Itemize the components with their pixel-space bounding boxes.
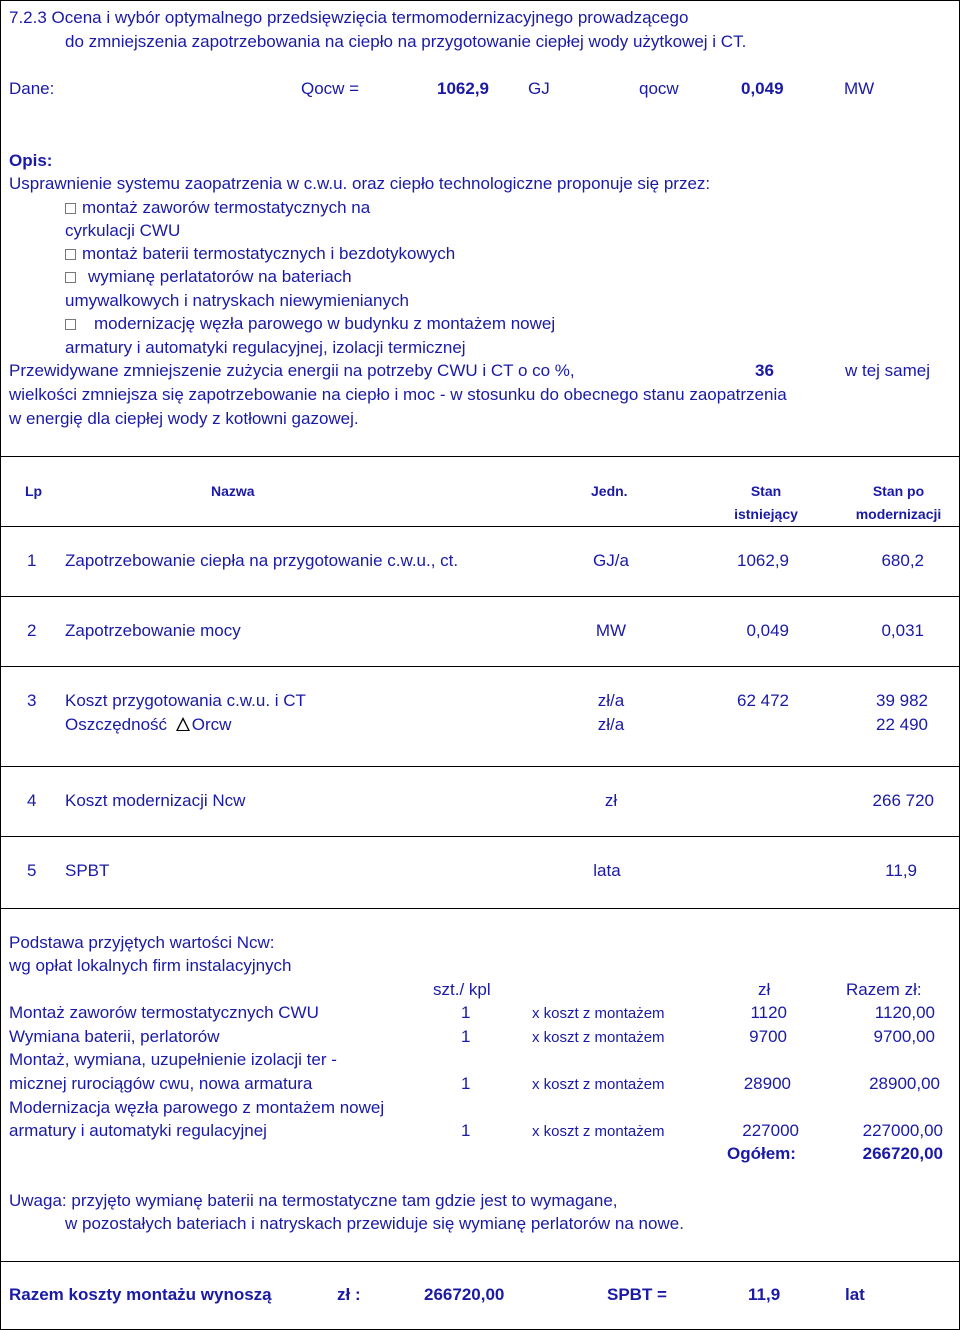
row-lp: 4 [27,791,37,810]
footer-currency: zł : [337,1285,361,1304]
row-stan: 62 472 [737,691,789,710]
qocw-value: 1062,9 [437,79,489,98]
row-lp: 1 [27,551,37,570]
note-line-1: Uwaga: przyjęto wymianę baterii na termostatyczne tam gdzie jest to wymagane, [9,1191,618,1210]
basis-item-price: 227000 [742,1121,799,1140]
header-stan: Stan [750,483,782,499]
basis-item-qty: 1 [461,1003,471,1022]
bullet-3-text: wymianę perlatatorów na bateriach [88,267,352,286]
row-jedn: zł [604,791,618,810]
bullet-2 [65,244,455,264]
header-po: Stan po [872,483,925,499]
basis-col-qty: szt./ kpl [433,980,491,999]
title-line-1: 7.2.3 Ocena i wybór optymalnego przedsięwzięcia termomodernizacyjnego prowadzącego [9,8,689,27]
divider [1,666,959,667]
row-nazwa: Zapotrzebowanie ciepła na przygotowanie c.w.u., ct. [65,551,459,570]
row-stan: 0,049 [746,621,789,640]
row-po: 39 982 [876,691,928,710]
basis-item-name: Wymiana baterii, perlatorów [9,1027,220,1046]
forecast-value: 36 [755,361,774,380]
checkbox-icon [65,272,76,283]
savings-label-text: Oszczędność [65,715,168,734]
qocw-label: Qocw = [301,79,360,98]
opis-line-2: wielkości zmniejsza się zapotrzebowanie na ciepło i moc - w stosunku do obecnego stanu zaopatrzenia [9,385,787,404]
qocw2-unit: MW [844,79,875,98]
opis-line-3: w energię dla ciepłej wody z kotłowni gazowej. [9,409,359,428]
basis-item-name-pre: Montaż, wymiana, uzupełnienie izolacji ter - [9,1050,337,1069]
footer-spbt-label: SPBT = [607,1285,667,1304]
basis-item-qty: 1 [461,1074,471,1093]
qocw-unit: GJ [528,79,550,98]
divider [1,596,959,597]
basis-item-note: x koszt z montażem [532,1076,665,1093]
note-line-2: w pozostałych bateriach i natryskach przewiduje się wymianę perlatorów na nowe. [65,1214,684,1233]
basis-item-note: x koszt z montażem [532,1123,665,1140]
basis-col-total: Razem zł: [846,980,922,999]
divider [1,766,959,767]
row-po: 266 720 [872,791,934,810]
title-line-2: do zmniejszenia zapotrzebowania na ciepło na przygotowanie ciepłej wody użytkowej i CT. [65,32,747,51]
row-stan: 1062,9 [737,551,789,570]
footer-label: Razem koszty montażu wynoszą [9,1285,272,1304]
row-jedn: GJ/a [593,551,629,570]
basis-item-total: 28900,00 [869,1074,940,1093]
divider [1,456,959,457]
row-lp: 3 [27,691,37,710]
basis-line-1: Podstawa przyjętych wartości Ncw: [9,933,275,952]
checkbox-icon [65,203,76,214]
qocw2-label: qocw [639,79,679,98]
qocw2-value: 0,049 [741,79,784,98]
row-jedn: MW [595,621,627,640]
divider [1,1261,959,1262]
checkbox-icon [65,249,76,260]
row-nazwa: Koszt przygotowania c.w.u. i CT [65,691,306,710]
basis-line-2: wg opłat lokalnych firm instalacyjnych [9,956,292,975]
basis-item-total: 9700,00 [873,1027,935,1046]
basis-item-qty: 1 [461,1121,471,1140]
row-lp: 5 [27,861,37,880]
row-nazwa: Koszt modernizacji Ncw [65,791,246,810]
forecast-tail: w tej samej [845,361,931,380]
forecast-text: Przewidywane zmniejszenie zużycia energii na potrzeby CWU i CT o co %, [9,361,575,380]
header-po-2: modernizacji [855,506,942,522]
bullet-4-cont: armatury i automatyki regulacyjnej, izolacji termicznej [65,338,466,357]
basis-sum-value: 266720,00 [862,1144,943,1163]
bullet-4-text: modernizację węzła parowego w budynku z montażem nowej [94,314,556,333]
opis-intro: Usprawnienie systemu zaopatrzenia w c.w.u. oraz ciepło technologiczne proponuje się przez: [9,174,711,193]
basis-item-qty: 1 [461,1027,471,1046]
bullet-4 [65,314,555,334]
row-nazwa: Zapotrzebowanie mocy [65,621,241,640]
savings-symbol: Orcw [191,715,232,734]
footer-amount: 266720,00 [424,1285,505,1304]
footer-spbt-unit: lat [845,1285,865,1304]
basis-col-price: zł [758,980,771,999]
basis-item-price: 9700 [749,1027,787,1046]
basis-item-note: x koszt z montażem [532,1029,665,1046]
row-po: 11,9 [885,861,917,880]
basis-item-name: micznej rurociągów cwu, nowa armatura [9,1074,313,1093]
footer-spbt-value: 11,9 [748,1285,781,1304]
header-jedn: Jedn. [591,483,628,499]
basis-item-price: 1120 [750,1003,787,1022]
basis-item-note: x koszt z montażem [532,1005,665,1022]
header-stan-2: istniejący [734,506,798,522]
divider [1,836,959,837]
basis-item-name: Montaż zaworów termostatycznych CWU [9,1003,319,1022]
basis-item-total: 227000,00 [862,1121,943,1140]
savings-unit: zł/a [597,715,625,734]
basis-sum-label: Ogółem: [727,1144,796,1163]
bullet-2-text: montaż baterii termostatycznych i bezdotykowych [82,244,456,263]
opis-heading: Opis: [9,151,53,170]
dane-label: Dane: [9,79,55,98]
row-jedn: lata [593,861,621,880]
row-jedn: zł/a [597,691,625,710]
divider [1,526,959,527]
bullet-1-cont: cyrkulacji CWU [65,221,181,240]
row-nazwa: SPBT [65,861,110,880]
basis-item-price: 28900 [743,1074,791,1093]
header-nazwa: Nazwa [211,483,255,499]
delta-icon [176,717,190,731]
row-lp: 2 [27,621,37,640]
row-po: 0,031 [881,621,924,640]
bullet-3 [65,267,352,287]
row-po: 680,2 [881,551,924,570]
basis-item-total: 1120,00 [874,1003,935,1022]
bullet-1 [65,198,370,218]
basis-item-name: armatury i automatyki regulacyjnej [9,1121,267,1140]
checkbox-icon [65,319,76,330]
header-lp: Lp [25,483,43,499]
bullet-3-cont: umywalkowych i natryskach niewymienianych [65,291,409,310]
savings-label [65,715,231,735]
savings-value: 22 490 [876,715,928,734]
bullet-1-text: montaż zaworów termostatycznych na [82,198,371,217]
divider [1,908,959,909]
basis-item-name-pre: Modernizacja węzła parowego z montażem nowej [9,1098,385,1117]
